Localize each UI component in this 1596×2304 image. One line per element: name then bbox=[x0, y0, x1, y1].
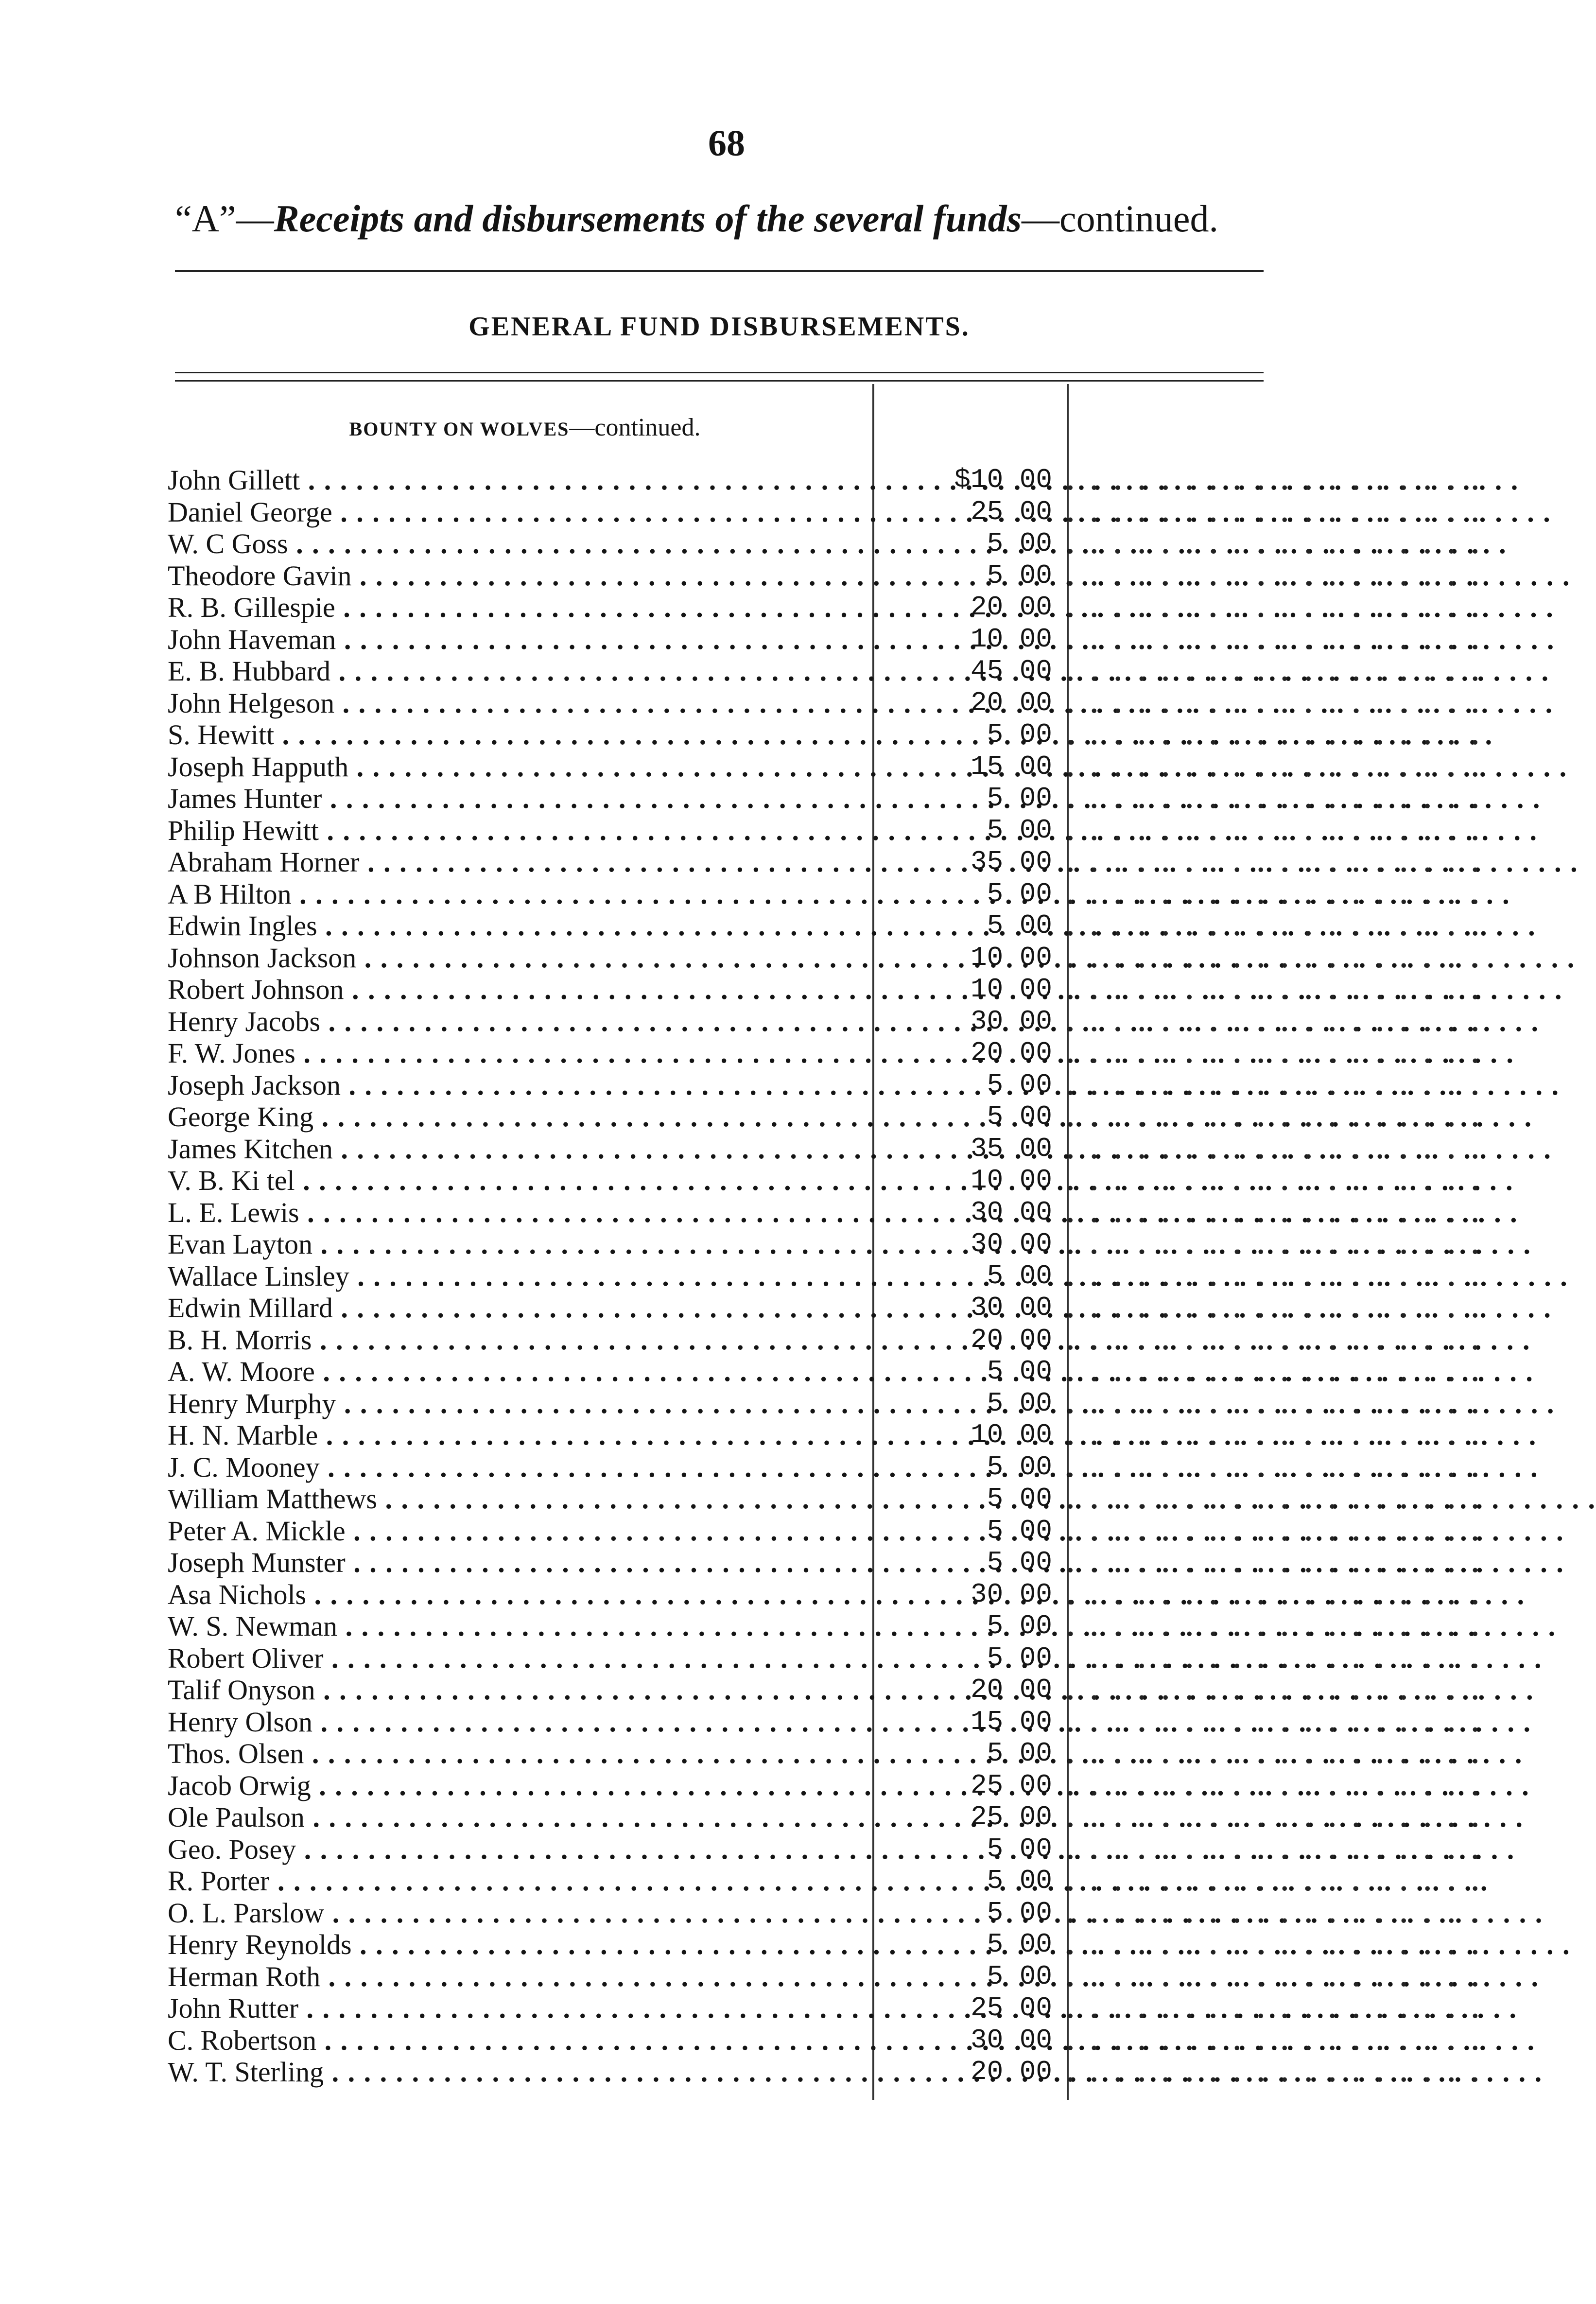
leader-dots: . . . . . . . . . . . . . . . . . . bbox=[1067, 1356, 1484, 1387]
leader-dots: . . . . . . . . . . . . . . . . . . bbox=[1067, 1897, 1484, 1929]
leader-dots: . . . . . . . . . . . . . . . . . . bbox=[1067, 1101, 1484, 1133]
entry-amount: 5 00 bbox=[987, 1833, 1052, 1865]
leader-dots: . . . . . . . . . . . . . . . . . . bbox=[1067, 2024, 1484, 2056]
leader-dots: . . . . . . . . . . . . . . . . . . bbox=[1067, 751, 1484, 783]
entry-amount: 5 00 bbox=[987, 1547, 1052, 1578]
entry-name: Wallace Linsley . . . bbox=[168, 1260, 867, 1292]
entry-name: Philip Hewitt . . . bbox=[168, 815, 867, 847]
entry-amount: 10 00 bbox=[970, 942, 1052, 973]
list-item bbox=[168, 1801, 1484, 1833]
entry-name: Daniel George . . . bbox=[168, 496, 867, 528]
leader-dots: . . . . . . . . . . . . . . . . . . bbox=[1067, 1929, 1484, 1960]
entry-name: George King . . . bbox=[168, 1101, 867, 1133]
entry-amount: 30 00 bbox=[970, 2024, 1052, 2056]
entry-name: S. Hewitt . . . bbox=[168, 719, 867, 751]
entry-name: R. Porter . . . bbox=[168, 1865, 867, 1897]
entry-amount: 5 00 bbox=[987, 814, 1052, 846]
title-prefix: “A”— bbox=[175, 197, 274, 240]
list-item bbox=[168, 1451, 1484, 1484]
entry-name: John Helgeson . . . bbox=[168, 687, 867, 719]
leader-dots: . . . . . . . . . . . . . . . . . . bbox=[1067, 783, 1484, 814]
leader-dots: . . . . . . . . . . . . . . . . . . bbox=[1067, 1801, 1484, 1833]
leader-dots: . . . . . . . . . . . . . . . . . . bbox=[1067, 846, 1484, 878]
list-item bbox=[168, 974, 1484, 1006]
leader-dots: . . . . . . . . . . . . . . . . . . bbox=[1067, 1387, 1484, 1419]
entry-name: Jacob Orwig . . . bbox=[168, 1770, 867, 1802]
entry-name: Joseph Munster . . . bbox=[168, 1547, 867, 1579]
list-item bbox=[168, 910, 1484, 942]
entry-amount: 5 00 bbox=[987, 1451, 1052, 1483]
leader-dots: . . . . . . . . . . . . . . . . . . bbox=[1067, 1483, 1484, 1515]
entry-amount: 45 00 bbox=[970, 655, 1052, 686]
leader-dots: . . . . . . . . . . . . . . . . . . bbox=[1067, 1005, 1484, 1037]
sub-heading-rest: —continued. bbox=[569, 414, 701, 441]
list-item bbox=[168, 592, 1484, 624]
list-item bbox=[168, 1706, 1484, 1738]
entry-amount: 5 00 bbox=[987, 1101, 1052, 1132]
entry-amount: 5 00 bbox=[987, 1929, 1052, 1960]
leader-dots: . . . . . . . . . . . . . . . . . . bbox=[1067, 814, 1484, 846]
leader-dots: . . . . . . . . . . . . . . . . . . bbox=[1067, 559, 1484, 592]
entry-name: Geo. Posey . . . bbox=[168, 1833, 867, 1866]
entry-name: W. S. Newman . . . bbox=[168, 1610, 867, 1642]
list-item bbox=[168, 1578, 1484, 1611]
leader-dots: . . . . . . . . . . . . . . . . . . bbox=[1067, 1292, 1484, 1324]
leader-dots: . . . . . . . . . . . . . . . . . . bbox=[1067, 1578, 1484, 1610]
entry-name: A. W. Moore . . . bbox=[168, 1356, 867, 1388]
list-item bbox=[168, 559, 1484, 592]
leader-dots: . . . . . . . . . . . . . . . . . . bbox=[1067, 910, 1484, 942]
entry-amount: 10 00 bbox=[970, 623, 1052, 655]
entry-name: Edwin Millard . . . bbox=[168, 1292, 867, 1324]
list-item bbox=[168, 1069, 1484, 1101]
entry-name: Theodore Gavin . . . bbox=[168, 560, 867, 592]
entry-name: John Rutter . . . bbox=[168, 1992, 867, 2025]
entry-amount: 10 00 bbox=[970, 974, 1052, 1005]
leader-dots: . . . . . . . . . . . . . . . . . . bbox=[1067, 878, 1484, 910]
entry-name: B. H. Morris . . . bbox=[168, 1324, 867, 1356]
page-number: 68 bbox=[708, 123, 745, 164]
entry-amount: 25 00 bbox=[970, 1801, 1052, 1833]
leader-dots: . . . . . . . . . . . . . . . . . . bbox=[1067, 1960, 1484, 1992]
entry-amount: 25 00 bbox=[970, 1992, 1052, 2024]
leader-dots: . . . . . . . . . . . . . . . . . . bbox=[1067, 1674, 1484, 1706]
entry-amount: 5 00 bbox=[987, 1897, 1052, 1928]
entry-amount: 20 00 bbox=[970, 592, 1052, 623]
list-item bbox=[168, 1610, 1484, 1642]
list-item bbox=[168, 2056, 1484, 2088]
entry-name: Joseph Jackson . . . bbox=[168, 1069, 867, 1101]
list-item bbox=[168, 783, 1484, 815]
entry-amount: 20 00 bbox=[970, 687, 1052, 718]
entry-amount: 5 00 bbox=[987, 1387, 1052, 1419]
list-item bbox=[168, 1165, 1484, 1197]
entry-amount: 30 00 bbox=[970, 1228, 1052, 1259]
entry-amount: 5 00 bbox=[987, 1069, 1052, 1100]
entry-name: E. B. Hubbard . . . bbox=[168, 655, 867, 687]
heading-rule-bottom bbox=[175, 380, 1264, 382]
entry-amount: 5 00 bbox=[987, 1260, 1052, 1292]
leader-dots: . . . . . . . . . . . . . . . . . . bbox=[1067, 1451, 1484, 1483]
list-item bbox=[168, 1547, 1484, 1579]
leader-dots: . . . . . . . . . . . . . . . . . . bbox=[1067, 1706, 1484, 1738]
entry-name: W. T. Sterling . . . bbox=[168, 2056, 867, 2088]
entry-name: William Matthews . . . bbox=[168, 1483, 867, 1515]
entry-amount: 5 00 bbox=[987, 910, 1052, 941]
entry-name: Ole Paulson . . . bbox=[168, 1801, 867, 1833]
entry-amount: 5 00 bbox=[987, 719, 1052, 750]
section-heading: GENERAL FUND DISBURSEMENTS. bbox=[468, 312, 970, 342]
list-item bbox=[168, 1642, 1484, 1675]
entry-amount: $10 00 bbox=[954, 464, 1052, 495]
sub-heading bbox=[175, 413, 875, 442]
leader-dots: . . . . . . . . . . . . . . . . . . bbox=[1067, 687, 1484, 719]
list-item bbox=[168, 1005, 1484, 1038]
entry-amount: 5 00 bbox=[987, 1610, 1052, 1641]
leader-dots: . . . . . . . . . . . . . . . . . . bbox=[1067, 592, 1484, 623]
list-item bbox=[168, 1196, 1484, 1229]
list-item bbox=[168, 687, 1484, 719]
list-item bbox=[168, 942, 1484, 974]
leader-dots: . . . . . . . . . . . . . . . . . . bbox=[1067, 1196, 1484, 1228]
leader-dots: . . . . . . . . . . . . . . . . . . bbox=[1067, 1610, 1484, 1642]
entry-name: John Gillett . . . bbox=[168, 464, 867, 496]
entry-amount: 5 00 bbox=[987, 1515, 1052, 1546]
list-item bbox=[168, 1674, 1484, 1706]
entry-amount: 10 00 bbox=[970, 1419, 1052, 1450]
list-item bbox=[168, 1960, 1484, 1993]
entry-amount: 30 00 bbox=[970, 1578, 1052, 1610]
list-item bbox=[168, 1833, 1484, 1866]
leader-dots: . . . . . . . . . . . . . . . . . . bbox=[1067, 1833, 1484, 1865]
title-rule bbox=[175, 270, 1264, 272]
leader-dots: . . . . . . . . . . . . . . . . . . bbox=[1067, 719, 1484, 751]
leader-dots: . . . . . . . . . . . . . . . . . . bbox=[1067, 974, 1484, 1005]
entry-amount: 5 00 bbox=[987, 783, 1052, 814]
list-item bbox=[168, 878, 1484, 910]
list-item bbox=[168, 751, 1484, 783]
title-italic: Receipts and disbursements of the several funds bbox=[274, 197, 1022, 240]
leader-dots: . . . . . . . . . . . . . . . . . . bbox=[1067, 942, 1484, 974]
list-item bbox=[168, 846, 1484, 878]
leader-dots: . . . . . . . . . . . . . . . . . . bbox=[1067, 1260, 1484, 1292]
leader-dots: . . . . . . . . . . . . . . . . . . bbox=[1067, 1324, 1484, 1356]
leader-dots: . . . . . . . . . . . . . . . . . . bbox=[1067, 1165, 1484, 1196]
list-item bbox=[168, 719, 1484, 751]
entry-name: Henry Jacobs . . . bbox=[168, 1006, 867, 1038]
leader-dots: . . . . . . . . . . . . . . . . . . bbox=[1067, 1228, 1484, 1260]
list-item bbox=[168, 1133, 1484, 1165]
list-item bbox=[168, 1324, 1484, 1356]
list-item bbox=[168, 814, 1484, 847]
leader-dots: . . . . . . . . . . . . . . . . . . bbox=[1067, 464, 1484, 496]
entry-name: W. C Goss . . . bbox=[168, 528, 867, 560]
list-item bbox=[168, 1483, 1484, 1515]
entry-amount: 20 00 bbox=[970, 1324, 1052, 1355]
list-item bbox=[168, 1419, 1484, 1451]
entry-amount: 5 00 bbox=[987, 1960, 1052, 1992]
entry-amount: 5 00 bbox=[987, 1356, 1052, 1387]
list-item bbox=[168, 464, 1484, 496]
entry-name: Edwin Ingles . . . bbox=[168, 910, 867, 942]
entry-amount: 30 00 bbox=[970, 1292, 1052, 1323]
entry-name: Talif Onyson . . . bbox=[168, 1674, 867, 1706]
entry-amount: 5 00 bbox=[987, 1483, 1052, 1514]
entry-name: O. L. Parslow . . . bbox=[168, 1897, 867, 1929]
entry-amount: 35 00 bbox=[970, 846, 1052, 877]
entry-name: Robert Johnson . . . bbox=[168, 974, 867, 1006]
entry-name: Johnson Jackson . . . bbox=[168, 942, 867, 974]
leader-dots: . . . . . . . . . . . . . . . . . . bbox=[1067, 1547, 1484, 1578]
entry-name: F. W. Jones . . . bbox=[168, 1037, 867, 1069]
entry-name: J. C. Mooney . . . bbox=[168, 1451, 867, 1484]
list-item bbox=[168, 1929, 1484, 1961]
entry-name: Robert Oliver . . . bbox=[168, 1642, 867, 1675]
leader-dots: . . . . . . . . . . . . . . . . . . bbox=[1067, 1419, 1484, 1451]
entry-amount: 20 00 bbox=[970, 2056, 1052, 2087]
entry-amount: 5 00 bbox=[987, 878, 1052, 909]
entry-name: H. N. Marble . . . bbox=[168, 1419, 867, 1451]
list-item bbox=[168, 1865, 1484, 1897]
entry-name: Joseph Happuth . . . bbox=[168, 751, 867, 783]
list-item bbox=[168, 623, 1484, 656]
list-item bbox=[168, 1897, 1484, 1929]
entry-name: Henry Murphy . . . bbox=[168, 1388, 867, 1420]
entry-name: Thos. Olsen . . . bbox=[168, 1738, 867, 1770]
entry-name: Peter A. Mickle . . . bbox=[168, 1515, 867, 1547]
entry-amount: 10 00 bbox=[970, 1165, 1052, 1196]
list-item bbox=[168, 1387, 1484, 1420]
entry-name: Herman Roth . . . bbox=[168, 1961, 867, 1993]
list-item bbox=[168, 1738, 1484, 1770]
entry-amount: 30 00 bbox=[970, 1196, 1052, 1228]
list-item bbox=[168, 2024, 1484, 2057]
entry-amount: 5 00 bbox=[987, 1738, 1052, 1769]
leader-dots: . . . . . . . . . . . . . . . . . . bbox=[1067, 1738, 1484, 1769]
entry-name: Abraham Horner . . . bbox=[168, 846, 867, 878]
entry-amount: 5 00 bbox=[987, 528, 1052, 559]
leader-dots: . . . . . . . . . . . . . . . . . . bbox=[1067, 1642, 1484, 1674]
sub-heading-caps: BOUNTY ON WOLVES bbox=[349, 418, 570, 440]
entry-name: James Kitchen . . . bbox=[168, 1133, 867, 1165]
entry-amount: 25 00 bbox=[970, 1769, 1052, 1801]
entry-amount: 20 00 bbox=[970, 1674, 1052, 1705]
entry-amount: 5 00 bbox=[987, 559, 1052, 591]
entry-amount: 20 00 bbox=[970, 1037, 1052, 1068]
leader-dots: . . . . . . . . . . . . . . . . . . bbox=[1067, 528, 1484, 559]
leader-dots: . . . . . . . . . . . . . . . . . . bbox=[1067, 2056, 1484, 2088]
list-item bbox=[168, 1037, 1484, 1069]
leader-dots: . . . . . . . . . . . . . . . . . . bbox=[1067, 1069, 1484, 1101]
entry-name: Henry Reynolds . . . bbox=[168, 1929, 867, 1961]
entry-name: Evan Layton . . . bbox=[168, 1228, 867, 1260]
leader-dots: . . . . . . . . . . . . . . . . . . bbox=[1067, 1865, 1484, 1897]
entry-name: John Haveman . . . bbox=[168, 624, 867, 656]
entry-amount: 5 00 bbox=[987, 1642, 1052, 1674]
list-item bbox=[168, 1992, 1484, 2025]
leader-dots: . . . . . . . . . . . . . . . . . . bbox=[1067, 1133, 1484, 1165]
leader-dots: . . . . . . . . . . . . . . . . . . bbox=[1067, 1037, 1484, 1069]
list-item bbox=[168, 1228, 1484, 1260]
list-item bbox=[168, 1769, 1484, 1802]
entry-name: C. Robertson . . . bbox=[168, 2025, 867, 2057]
heading-rule-top bbox=[175, 372, 1264, 373]
list-item bbox=[168, 1260, 1484, 1292]
entry-amount: 5 00 bbox=[987, 1865, 1052, 1896]
entry-name: James Hunter . . . bbox=[168, 783, 867, 815]
leader-dots: . . . . . . . . . . . . . . . . . . bbox=[1067, 1515, 1484, 1547]
leader-dots: . . . . . . . . . . . . . . . . . . bbox=[1067, 1992, 1484, 2024]
entry-amount: 35 00 bbox=[970, 1133, 1052, 1164]
leader-dots: . . . . . . . . . . . . . . . . . . bbox=[1067, 623, 1484, 655]
entry-amount: 15 00 bbox=[970, 1706, 1052, 1737]
list-item bbox=[168, 528, 1484, 560]
list-item bbox=[168, 655, 1484, 687]
page-title bbox=[175, 197, 1273, 241]
entry-name: L. E. Lewis . . . bbox=[168, 1197, 867, 1229]
list-item bbox=[168, 496, 1484, 528]
title-suffix: —continued. bbox=[1021, 197, 1219, 240]
list-item bbox=[168, 1356, 1484, 1388]
entry-amount: 15 00 bbox=[970, 751, 1052, 782]
entry-name: A B Hilton . . . bbox=[168, 878, 867, 910]
entry-name: Asa Nichols . . . bbox=[168, 1579, 867, 1611]
entry-name: R. B. Gillespie . . . bbox=[168, 592, 867, 624]
list-item bbox=[168, 1515, 1484, 1547]
entry-name: V. B. Ki tel . . . bbox=[168, 1165, 867, 1197]
leader-dots: . . . . . . . . . . . . . . . . . . bbox=[1067, 496, 1484, 528]
list-item bbox=[168, 1292, 1484, 1324]
entry-amount: 25 00 bbox=[970, 496, 1052, 527]
entries-list bbox=[168, 464, 1484, 2088]
leader-dots: . . . . . . . . . . . . . . . . . . bbox=[1067, 655, 1484, 687]
entry-amount: 30 00 bbox=[970, 1005, 1052, 1037]
leader-dots: . . . . . . . . . . . . . . . . . . bbox=[1067, 1769, 1484, 1801]
list-item bbox=[168, 1101, 1484, 1133]
entry-name: Henry Olson . . . bbox=[168, 1706, 867, 1738]
